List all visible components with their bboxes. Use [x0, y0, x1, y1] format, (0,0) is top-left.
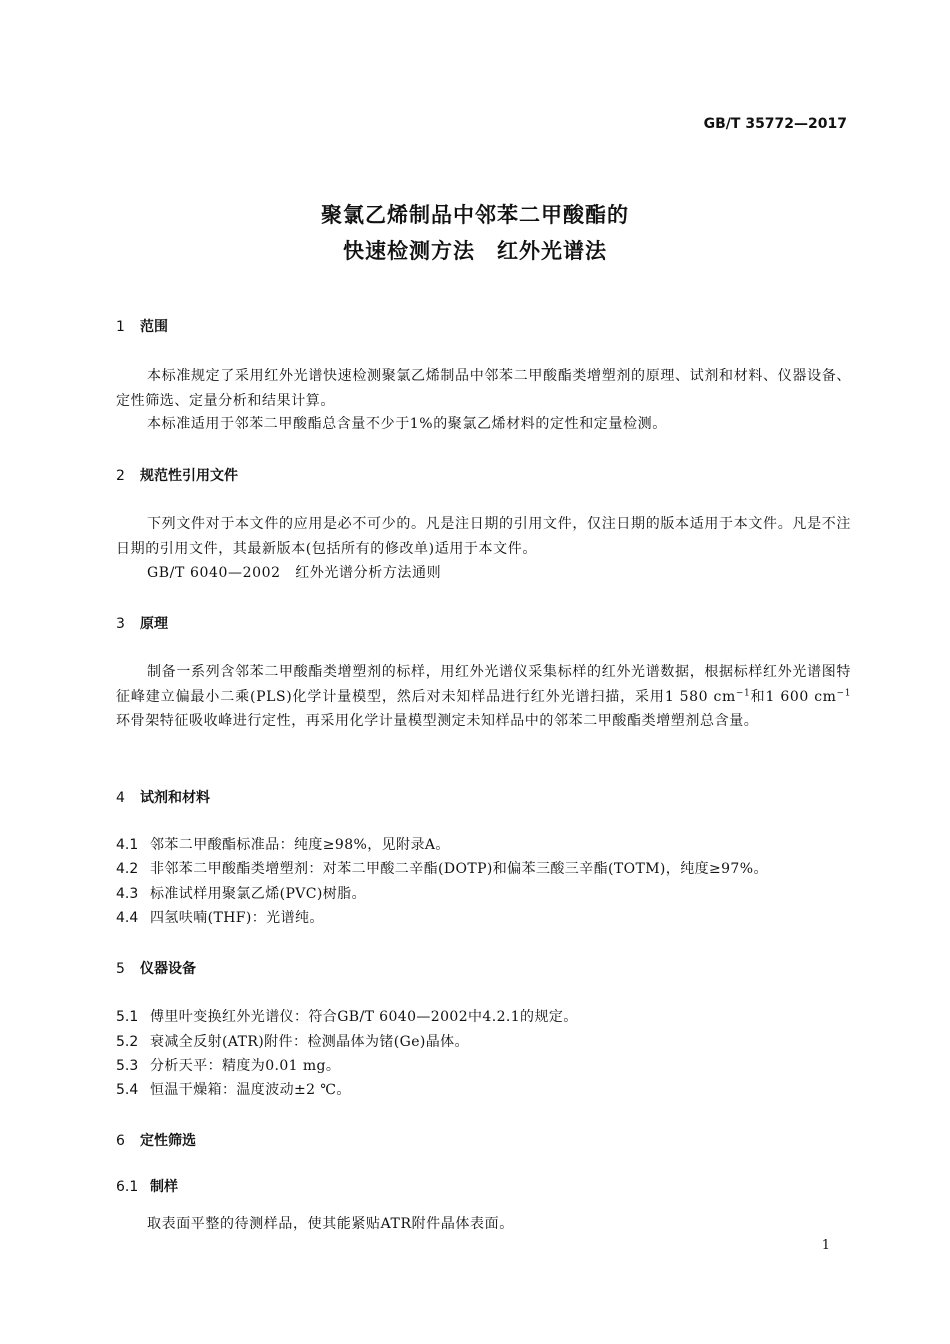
section-title: 范围	[140, 319, 168, 335]
section-2-paragraph-1: 下列文件对于本文件的应用是必不可少的。凡是注日期的引用文件，仅注日期的版本适用于本文件。凡是不注日期的引用文件，其最新版本(包括所有的修改单)适用于本文件。	[116, 516, 851, 557]
clause-5-4	[116, 1079, 351, 1099]
unit-exponent: −1	[735, 687, 751, 698]
clause-text: 衰减全反射(ATR)附件：检测晶体为锗(Ge)晶体。	[150, 1034, 469, 1050]
clause-text: 标准试样用聚氯乙烯(PVC)树脂。	[150, 886, 366, 902]
section-6-heading	[116, 1130, 196, 1150]
section-title: 试剂和材料	[140, 790, 210, 806]
clause-number: 4.4	[116, 910, 139, 926]
principle-text-a: 制备一系列含邻苯二甲酸酯类增塑剂的标样，用红外光谱仪采集标样的红外光谱数据，根据标样红外光谱图特征峰建立偏最小二乘(PLS)化学计量模型，然后对未知样品进行红外光谱扫描，采用1 580 cm	[116, 664, 851, 705]
section-3-heading	[116, 613, 168, 633]
clause-4-1	[116, 834, 450, 854]
section-number: 2	[116, 468, 125, 484]
page-number: 1	[821, 1238, 830, 1253]
clause-number: 5.1	[116, 1009, 139, 1025]
subsection-6-1-paragraph: 取表面平整的待测样品，使其能紧贴ATR附件晶体表面。	[147, 1216, 514, 1232]
section-2-heading	[116, 465, 238, 485]
section-number: 5	[116, 961, 125, 977]
clause-text: 非邻苯二甲酸酯类增塑剂：对苯二甲酸二辛酯(DOTP)和偏苯三酸三辛酯(TOTM)，纯度≥97%。	[150, 861, 768, 877]
clause-number: 5.3	[116, 1058, 139, 1074]
section-number: 1	[116, 319, 125, 335]
title-line-1: 聚氯乙烯制品中邻苯二甲酸酯的	[321, 203, 629, 227]
subsection-number: 6.1	[116, 1179, 139, 1195]
section-3-paragraph-1	[116, 660, 851, 734]
subsection-title: 制样	[150, 1179, 178, 1195]
principle-text-c: 环骨架特征吸收峰进行定性，再采用化学计量模型测定未知样品中的邻苯二甲酸酯类增塑剂总含量。	[116, 713, 759, 729]
unit-exponent: −1	[836, 687, 852, 698]
standard-code: GB/T 35772—2017	[703, 116, 847, 132]
clause-number: 4.1	[116, 837, 139, 853]
section-number: 3	[116, 616, 125, 632]
clause-5-2	[116, 1031, 469, 1051]
clause-text: 邻苯二甲酸酯标准品：纯度≥98%，见附录A。	[150, 837, 450, 853]
clause-4-4	[116, 907, 324, 927]
subsection-6-1-heading	[116, 1176, 178, 1196]
clause-4-3	[116, 883, 366, 903]
clause-5-1	[116, 1006, 578, 1026]
title-line-2: 快速检测方法 红外光谱法	[343, 239, 607, 263]
section-number: 6	[116, 1133, 125, 1149]
clause-text: 四氢呋喃(THF)：光谱纯。	[150, 910, 324, 926]
section-title: 规范性引用文件	[140, 468, 238, 484]
clause-number: 5.4	[116, 1082, 139, 1098]
clause-5-3	[116, 1055, 340, 1075]
clause-text: 分析天平：精度为0.01 mg。	[150, 1058, 341, 1074]
section-1-paragraph-1: 本标准规定了采用红外光谱快速检测聚氯乙烯制品中邻苯二甲酸酯类增塑剂的原理、试剂和材料、仪器设备、定性筛选、定量分析和结果计算。	[116, 368, 851, 409]
clause-number: 4.2	[116, 861, 139, 877]
section-4-heading	[116, 787, 210, 807]
clause-number: 4.3	[116, 886, 139, 902]
principle-text-b: 和1 600 cm	[750, 688, 837, 705]
clause-number: 5.2	[116, 1034, 139, 1050]
section-1-heading	[116, 316, 168, 336]
clause-text: 傅里叶变换红外光谱仪：符合GB/T 6040—2002中4.2.1的规定。	[150, 1009, 578, 1025]
section-title: 仪器设备	[140, 961, 196, 977]
clause-text: 恒温干燥箱：温度波动±2 ℃。	[150, 1082, 351, 1098]
section-number: 4	[116, 790, 125, 806]
normative-reference: GB/T 6040—2002 红外光谱分析方法通则	[147, 565, 442, 581]
section-1-paragraph-2: 本标准适用于邻苯二甲酸酯总含量不少于1%的聚氯乙烯材料的定性和定量检测。	[147, 416, 667, 432]
section-5-heading	[116, 958, 196, 978]
clause-4-2	[116, 858, 768, 878]
section-title: 定性筛选	[140, 1133, 196, 1149]
section-title: 原理	[140, 616, 168, 632]
